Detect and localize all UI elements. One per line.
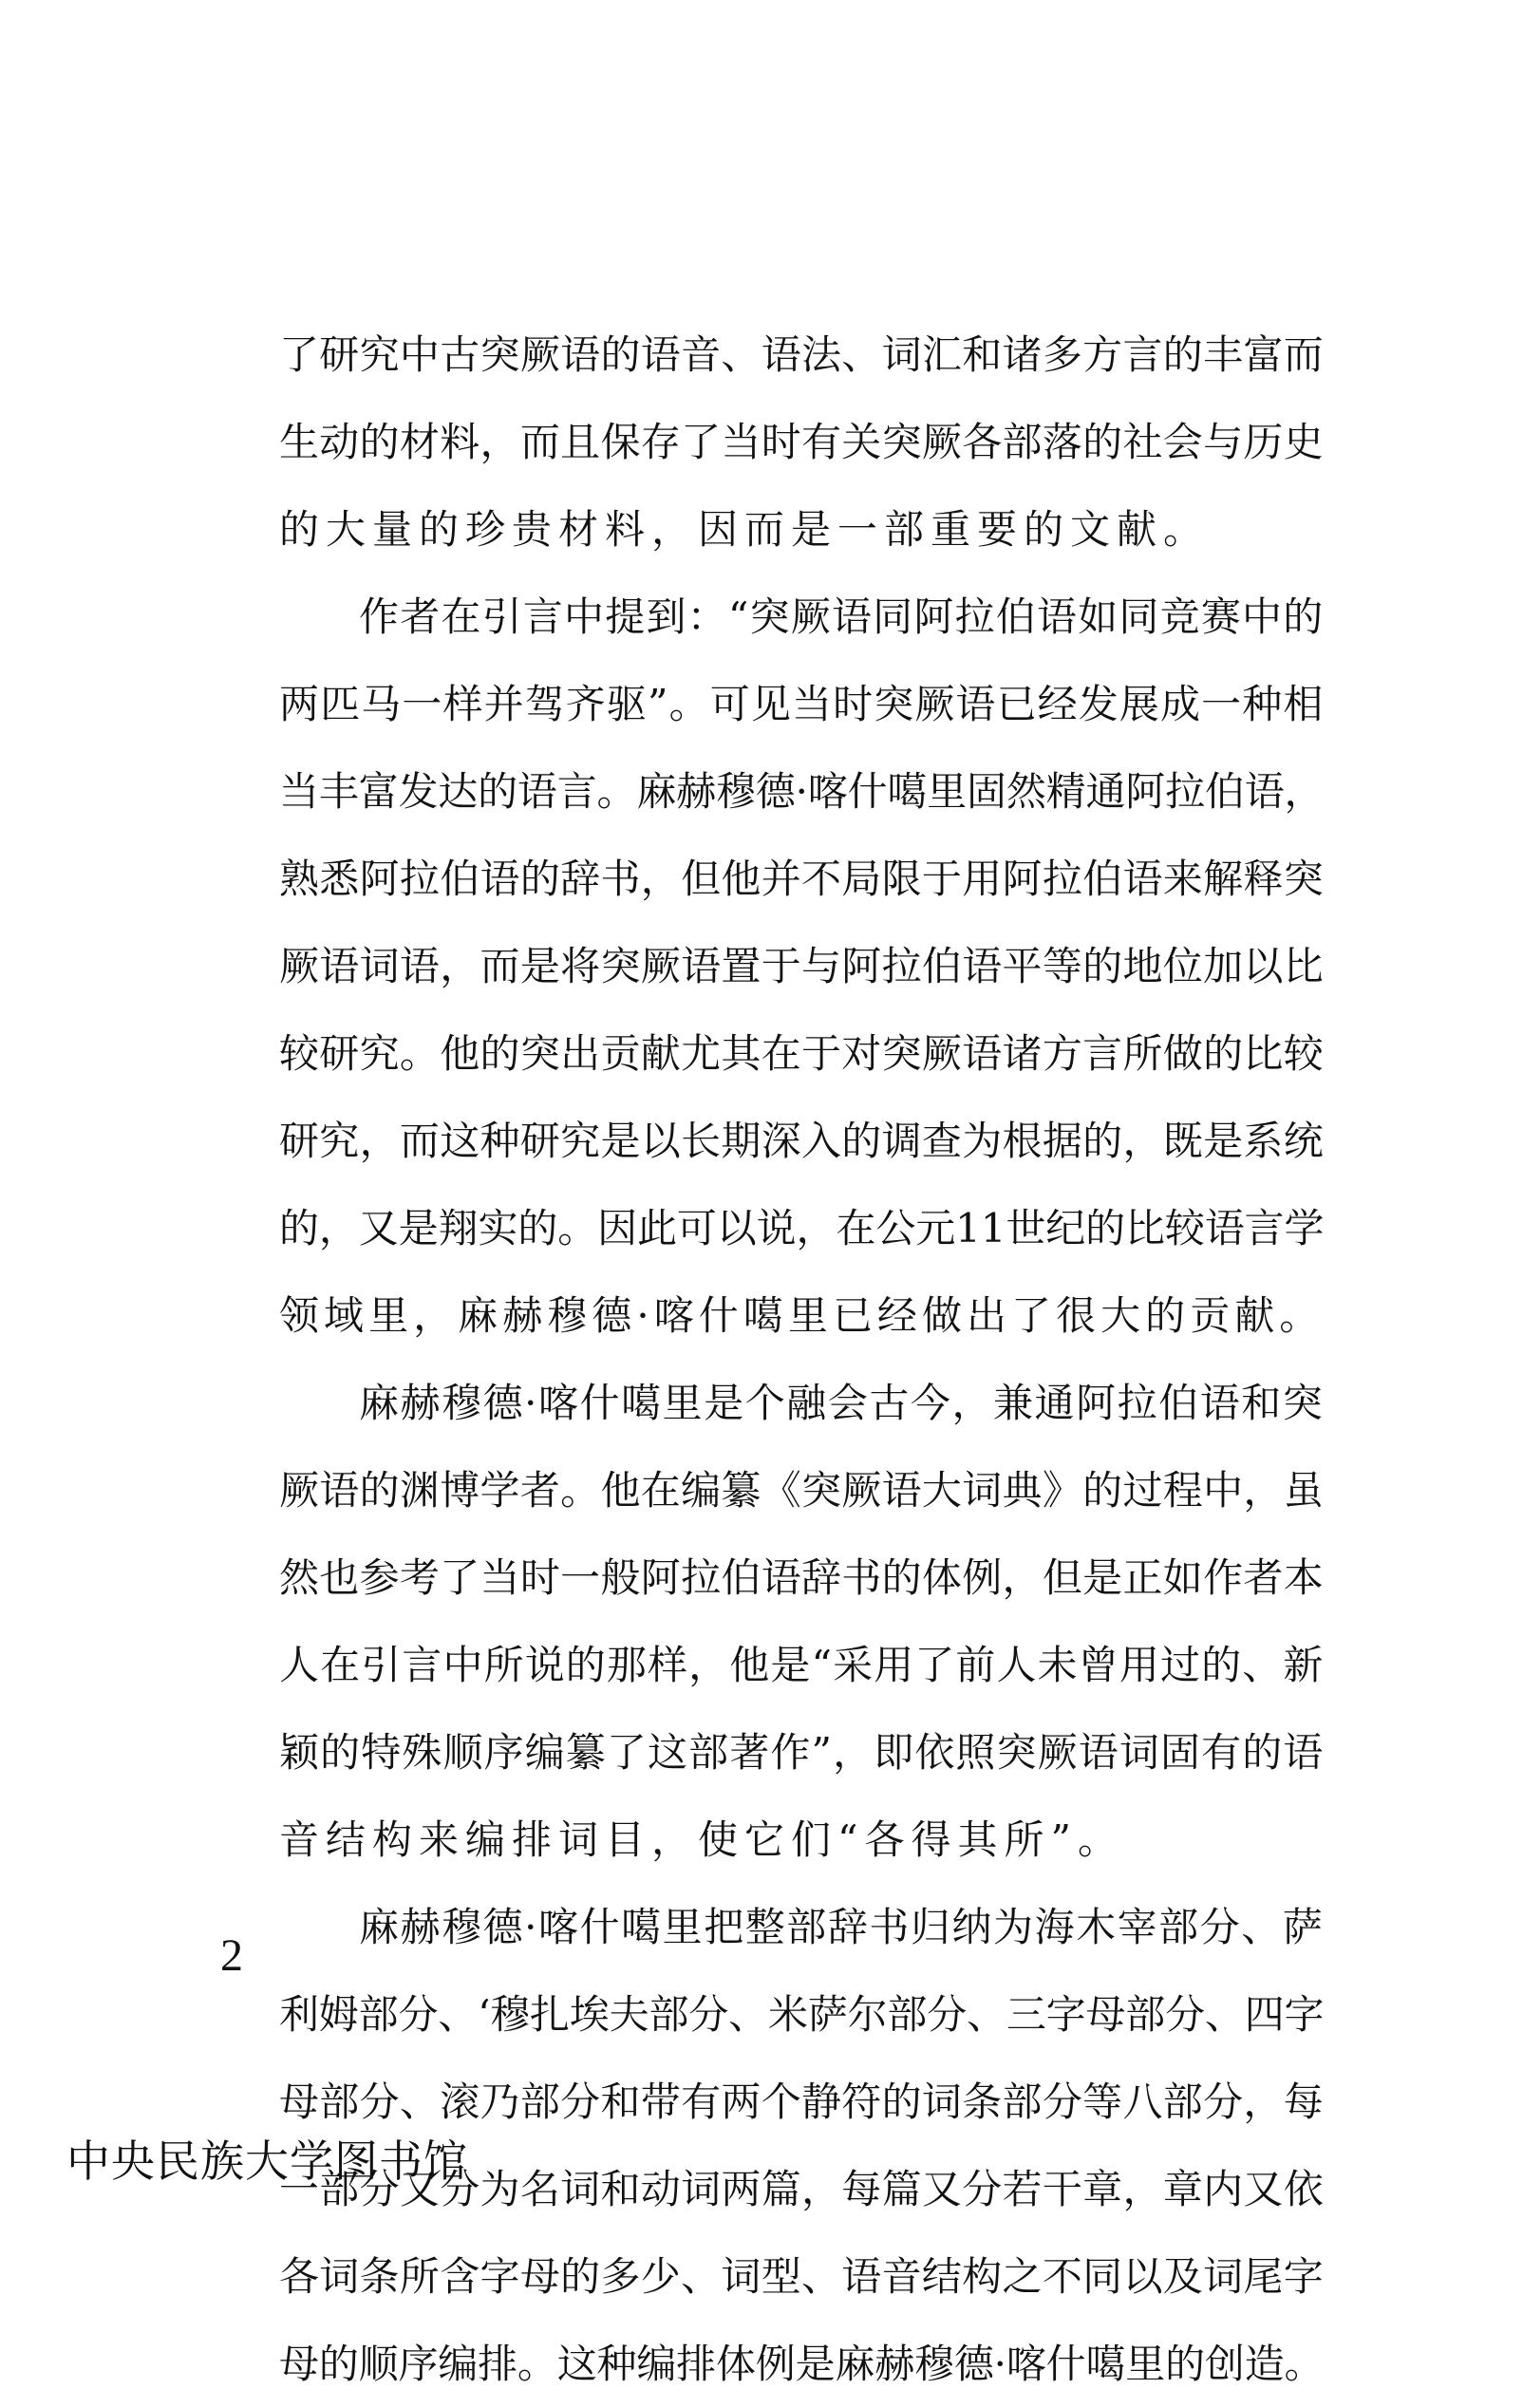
text-line: 麻赫穆德·喀什噶里是个融会古今，兼通阿拉伯语和突: [359, 1380, 1325, 1426]
text-line: 较研究。他的突出贡献尤其在于对突厥语诸方言所做的比较: [279, 1030, 1325, 1077]
text-line: 生动的材料，而且保存了当时有关突厥各部落的社会与历史: [279, 419, 1325, 465]
text-line: 母的顺序编排。这种编排体例是麻赫穆德·喀什噶里的创造。: [279, 2341, 1325, 2387]
text-line: 的大量的珍贵材料，因而是一部重要的文献。: [279, 506, 1211, 553]
page-number: 2: [220, 1930, 243, 1981]
text-line: 然也参考了当时一般阿拉伯语辞书的体例，但是正如作者本: [279, 1554, 1325, 1601]
text-line: 母部分、滚乃部分和带有两个静符的词条部分等八部分，每: [279, 2079, 1325, 2125]
text-line: 两匹马一样并驾齐驱”。可见当时突厥语已经发展成一种相: [279, 681, 1325, 727]
text-line: 熟悉阿拉伯语的辞书，但他并不局限于用阿拉伯语来解释突: [279, 856, 1325, 902]
text-line: 颖的特殊顺序编纂了这部著作”，即依照突厥语词固有的语: [279, 1729, 1325, 1776]
text-line: 的，又是翔实的。因此可以说，在公元11世纪的比较语言学: [279, 1205, 1325, 1251]
text-line: 厥语词语，而是将突厥语置于与阿拉伯语平等的地位加以比: [279, 943, 1325, 989]
library-stamp: 中央民族大学图书馆: [66, 2135, 468, 2187]
text-line: 作者在引言中提到：“突厥语同阿拉伯语如同竞赛中的: [359, 593, 1325, 640]
text-line: 人在引言中所说的那样，他是“采用了前人未曾用过的、新: [279, 1642, 1325, 1688]
text-line: 一部分又分为名词和动词两篇，每篇又分若干章，章内又依: [279, 2166, 1325, 2212]
text-line: 利姆部分、‘穆扎埃夫部分、米萨尔部分、三字母部分、四字: [279, 1991, 1325, 2038]
text-line: 领域里，麻赫穆德·喀什噶里已经做出了很大的贡献。: [279, 1292, 1325, 1339]
text-line: 各词条所含字母的多少、词型、语音结构之不同以及词尾字: [279, 2253, 1325, 2300]
text-line: 音结构来编排词目，使它们“各得其所”。: [279, 1816, 1124, 1863]
text-line: 麻赫穆德·喀什噶里把整部辞书归纳为海木宰部分、萨: [359, 1904, 1325, 1950]
body-text: [279, 311, 1324, 2408]
text-line: 了研究中古突厥语的语音、语法、词汇和诸多方言的丰富而: [279, 331, 1325, 378]
text-line: 研究，而这种研究是以长期深入的调查为根据的，既是系统: [279, 1118, 1325, 1164]
text-line: 当丰富发达的语言。麻赫穆德·喀什噶里固然精通阿拉伯语，: [279, 768, 1325, 815]
text-line: 厥语的渊博学者。他在编纂《突厥语大词典》的过程中，虽: [279, 1467, 1325, 1514]
